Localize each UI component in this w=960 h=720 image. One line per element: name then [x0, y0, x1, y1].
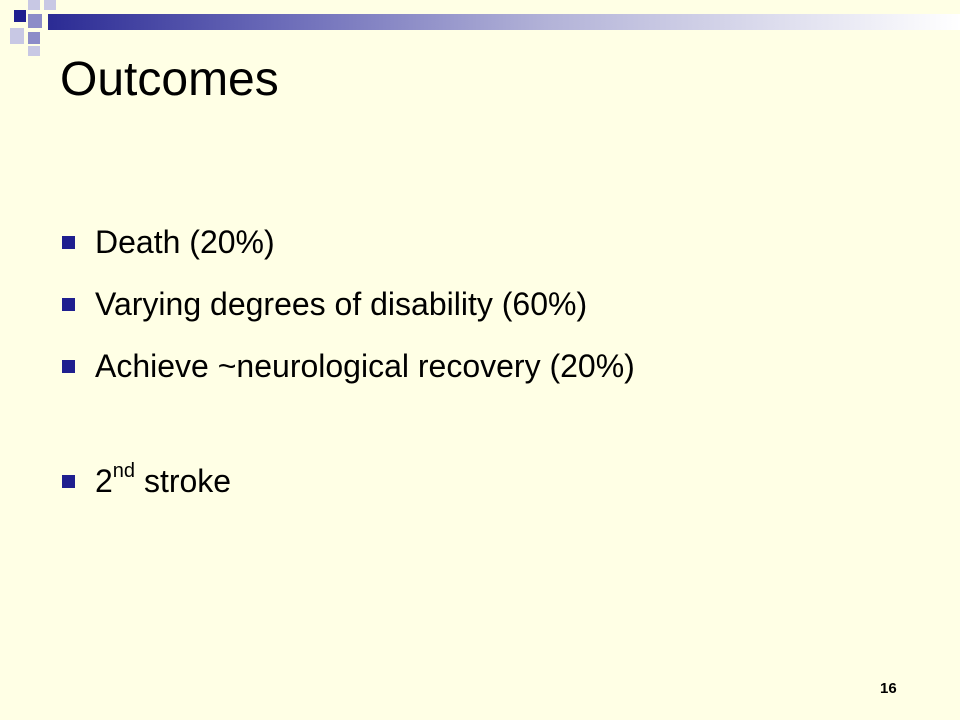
square-bullet-icon [62, 360, 75, 373]
decor-square-icon [14, 10, 26, 22]
square-bullet-icon [62, 236, 75, 249]
page-number: 16 [880, 680, 897, 697]
decor-square-icon [28, 46, 40, 56]
bullet-text-superscript: nd [112, 460, 136, 482]
header-gradient-bar [48, 14, 960, 30]
bullet-item [62, 346, 635, 408]
bullet-item [62, 222, 635, 284]
bullet-text: Varying degrees of disability (60%) [95, 286, 588, 322]
square-bullet-icon [62, 298, 75, 311]
bullet-text: Achieve ~neurological recovery (20%) [95, 348, 635, 384]
decor-square-icon [28, 32, 40, 44]
bullet-item [62, 284, 635, 346]
decor-square-icon [28, 0, 40, 10]
bullet-list [62, 222, 635, 523]
bullet-text [95, 461, 231, 501]
decor-square-icon [28, 14, 42, 28]
decor-square-icon [44, 0, 56, 10]
bullet-text-prefix: 2 [95, 463, 113, 499]
slide-title: Outcomes [60, 53, 279, 106]
bullet-text-suffix: stroke [135, 463, 232, 499]
bullet-text: Death (20%) [95, 224, 275, 260]
decor-square-icon [10, 28, 24, 44]
bullet-item [62, 461, 635, 523]
square-bullet-icon [62, 475, 75, 488]
